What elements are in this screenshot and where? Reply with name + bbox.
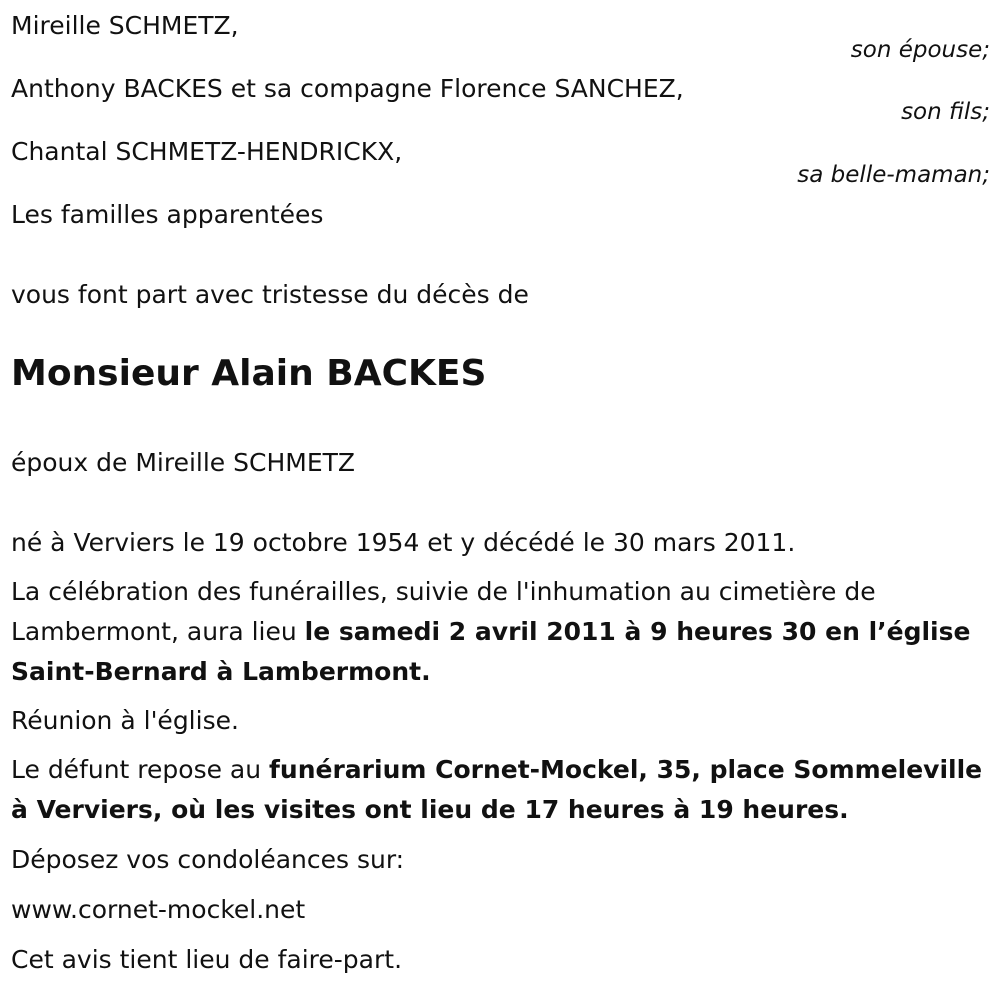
family-member-name: Chantal SCHMETZ-HENDRICKX, xyxy=(11,137,403,166)
birth-death-line: né à Verviers le 19 octobre 1954 et y décédé le 30 mars 2011. xyxy=(11,528,796,557)
family-member-name: Anthony BACKES et sa compagne Florence SANCHEZ, xyxy=(11,74,684,103)
family-member-role: sa belle-maman; xyxy=(797,162,990,188)
website-link[interactable]: www.cornet-mockel.net xyxy=(11,895,306,924)
spouse-line: époux de Mireille SCHMETZ xyxy=(11,448,356,477)
repose-intro: Le défunt repose au xyxy=(11,755,270,784)
families-line: Les familles apparentées xyxy=(11,200,324,229)
repose-paragraph xyxy=(11,750,996,830)
family-member-role: son fils; xyxy=(901,99,990,125)
announcement-line: vous font part avec tristesse du décès de xyxy=(11,280,529,309)
ceremony-intro: La célébration des funérailles, suivie de l'inhumation au cimetière de Lambermont, aura lieu xyxy=(11,577,876,646)
repose-details: funérarium Cornet-Mockel, 35, place Sommeleville à Verviers, où les visites ont lieu de 17 heures à 19 heures. xyxy=(11,755,983,824)
condolences-line: Déposez vos condoléances sur: xyxy=(11,845,405,874)
deceased-name: Monsieur Alain BACKES xyxy=(11,353,487,394)
reunion-line: Réunion à l'église. xyxy=(11,706,239,735)
ceremony-paragraph xyxy=(11,572,996,692)
ceremony-details: le samedi 2 avril 2011 à 9 heures 30 en l’église Saint-Bernard à Lambermont. xyxy=(11,617,971,686)
family-member-role: son épouse; xyxy=(850,37,990,63)
closing-line: Cet avis tient lieu de faire-part. xyxy=(11,945,403,974)
family-member-name: Mireille SCHMETZ, xyxy=(11,11,239,40)
